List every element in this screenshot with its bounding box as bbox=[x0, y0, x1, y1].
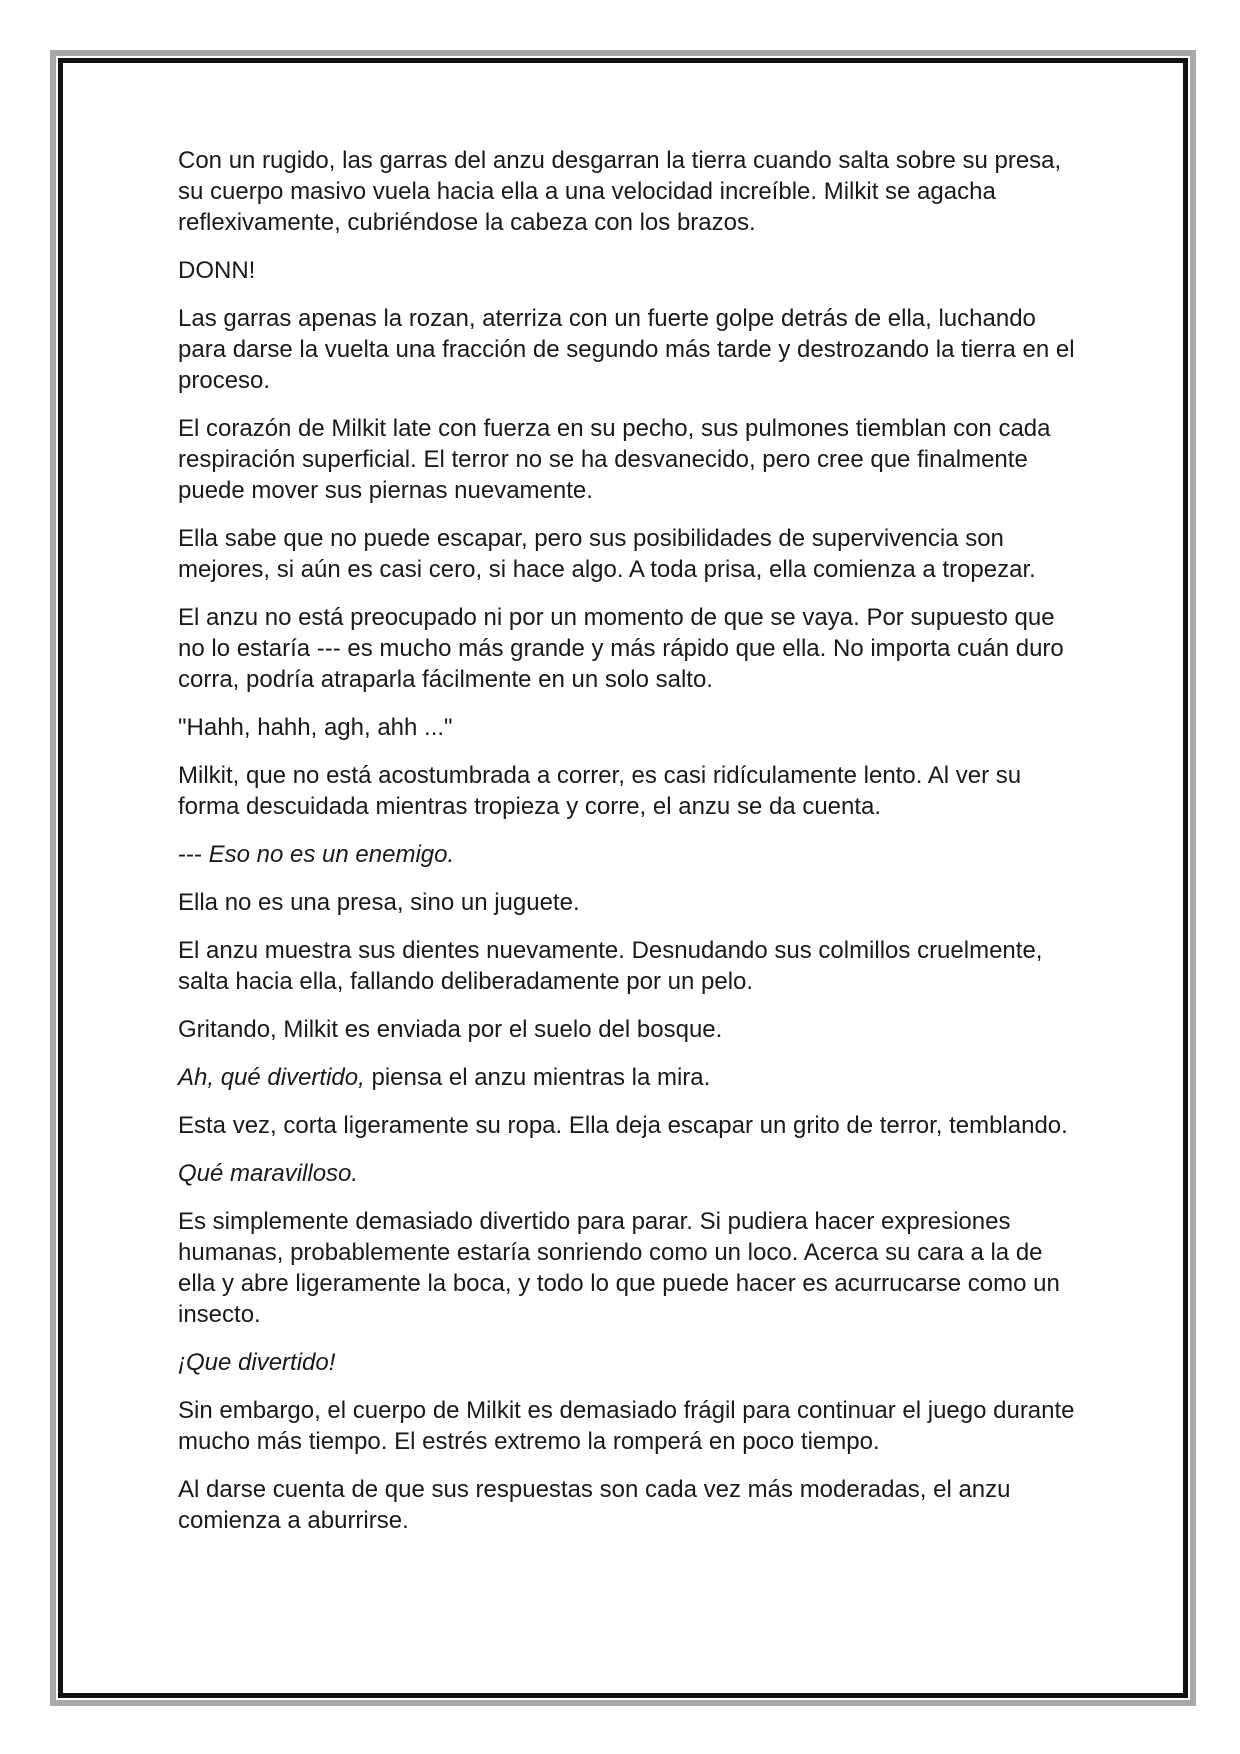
paragraph bbox=[178, 839, 1078, 870]
paragraph bbox=[178, 1206, 1078, 1330]
paragraph bbox=[178, 935, 1078, 997]
paragraph-text: Sin embargo, el cuerpo de Milkit es demasiado frágil para continuar el juego durante mucho más tiempo. El estrés extremo la romperá en poco tiempo. bbox=[178, 1397, 1075, 1455]
paragraph bbox=[178, 1158, 1078, 1189]
paragraph bbox=[178, 303, 1078, 396]
paragraph-text: Milkit, que no está acostumbrada a correr, es casi ridículamente lento. Al ver su forma descuidada mientras tropieza y corre, el anzu se da cuenta. bbox=[178, 762, 1022, 820]
paragraph-text: Es simplemente demasiado divertido para parar. Si pudiera hacer expresiones humanas, probablemente estaría sonriendo como un loco. Acerca su cara a la de ella y abre ligeramente la boca, y todo lo que puede hacer es acurrucarse como un insecto. bbox=[178, 1208, 1060, 1328]
paragraph bbox=[178, 1395, 1078, 1457]
paragraph-text: Al darse cuenta de que sus respuestas son cada vez más moderadas, el anzu comienza a aburrirse. bbox=[178, 1476, 1011, 1534]
paragraph bbox=[178, 712, 1078, 743]
paragraph-text: --- bbox=[178, 841, 209, 868]
paragraph-text: El anzu muestra sus dientes nuevamente. Desnudando sus colmillos cruelmente, salta hacia ella, fallando deliberadamente por un pelo. bbox=[178, 937, 1043, 995]
paragraph-text: piensa el anzu mientras la mira. bbox=[364, 1064, 711, 1091]
paragraph bbox=[178, 1062, 1078, 1093]
paragraph-text: "Hahh, hahh, agh, ahh ..." bbox=[178, 714, 453, 741]
paragraph bbox=[178, 1014, 1078, 1045]
paragraph bbox=[178, 602, 1078, 695]
paragraph bbox=[178, 1347, 1078, 1378]
paragraph-text: Esta vez, corta ligeramente su ropa. Ella deja escapar un grito de terror, temblando. bbox=[178, 1112, 1068, 1139]
paragraph-text: El corazón de Milkit late con fuerza en su pecho, sus pulmones tiemblan con cada respiración superficial. El terror no se ha desvanecido, pero cree que finalmente puede mover sus piernas nuevamente. bbox=[178, 415, 1051, 504]
paragraph-text: Gritando, Milkit es enviada por el suelo del bosque. bbox=[178, 1016, 723, 1043]
paragraph bbox=[178, 1110, 1078, 1141]
paragraph bbox=[178, 523, 1078, 585]
paragraph bbox=[178, 760, 1078, 822]
italic-text: Qué maravilloso. bbox=[178, 1160, 359, 1187]
paragraph bbox=[178, 413, 1078, 506]
paragraph-text: Ella sabe que no puede escapar, pero sus posibilidades de supervivencia son mejores, si aún es casi cero, si hace algo. A toda prisa, ella comienza a tropezar. bbox=[178, 525, 1036, 583]
paragraph-text: El anzu no está preocupado ni por un momento de que se vaya. Por supuesto que no lo estaría --- es mucho más grande y más rápido que ella. No importa cuán duro corra, podría atraparla fácilmente en un solo salto. bbox=[178, 604, 1064, 693]
italic-text: ¡Que divertido! bbox=[178, 1349, 336, 1376]
paragraph bbox=[178, 1474, 1078, 1536]
italic-text: Ah, qué divertido, bbox=[178, 1064, 365, 1091]
paragraph-text: Ella no es una presa, sino un juguete. bbox=[178, 889, 580, 916]
paragraph bbox=[178, 255, 1078, 286]
paragraph-text: DONN! bbox=[178, 257, 256, 284]
paragraph bbox=[178, 887, 1078, 918]
document-body bbox=[178, 145, 1078, 1553]
paragraph-text: Con un rugido, las garras del anzu desgarran la tierra cuando salta sobre su presa, su cuerpo masivo vuela hacia ella a una velocidad increíble. Milkit se agacha reflexivamente, cubriéndose la cabeza con los brazos. bbox=[178, 147, 1062, 236]
paragraph-text: Las garras apenas la rozan, aterriza con un fuerte golpe detrás de ella, luchando para darse la vuelta una fracción de segundo más tarde y destrozando la tierra en el proceso. bbox=[178, 305, 1075, 394]
italic-text: Eso no es un enemigo. bbox=[208, 841, 455, 868]
paragraph bbox=[178, 145, 1078, 238]
